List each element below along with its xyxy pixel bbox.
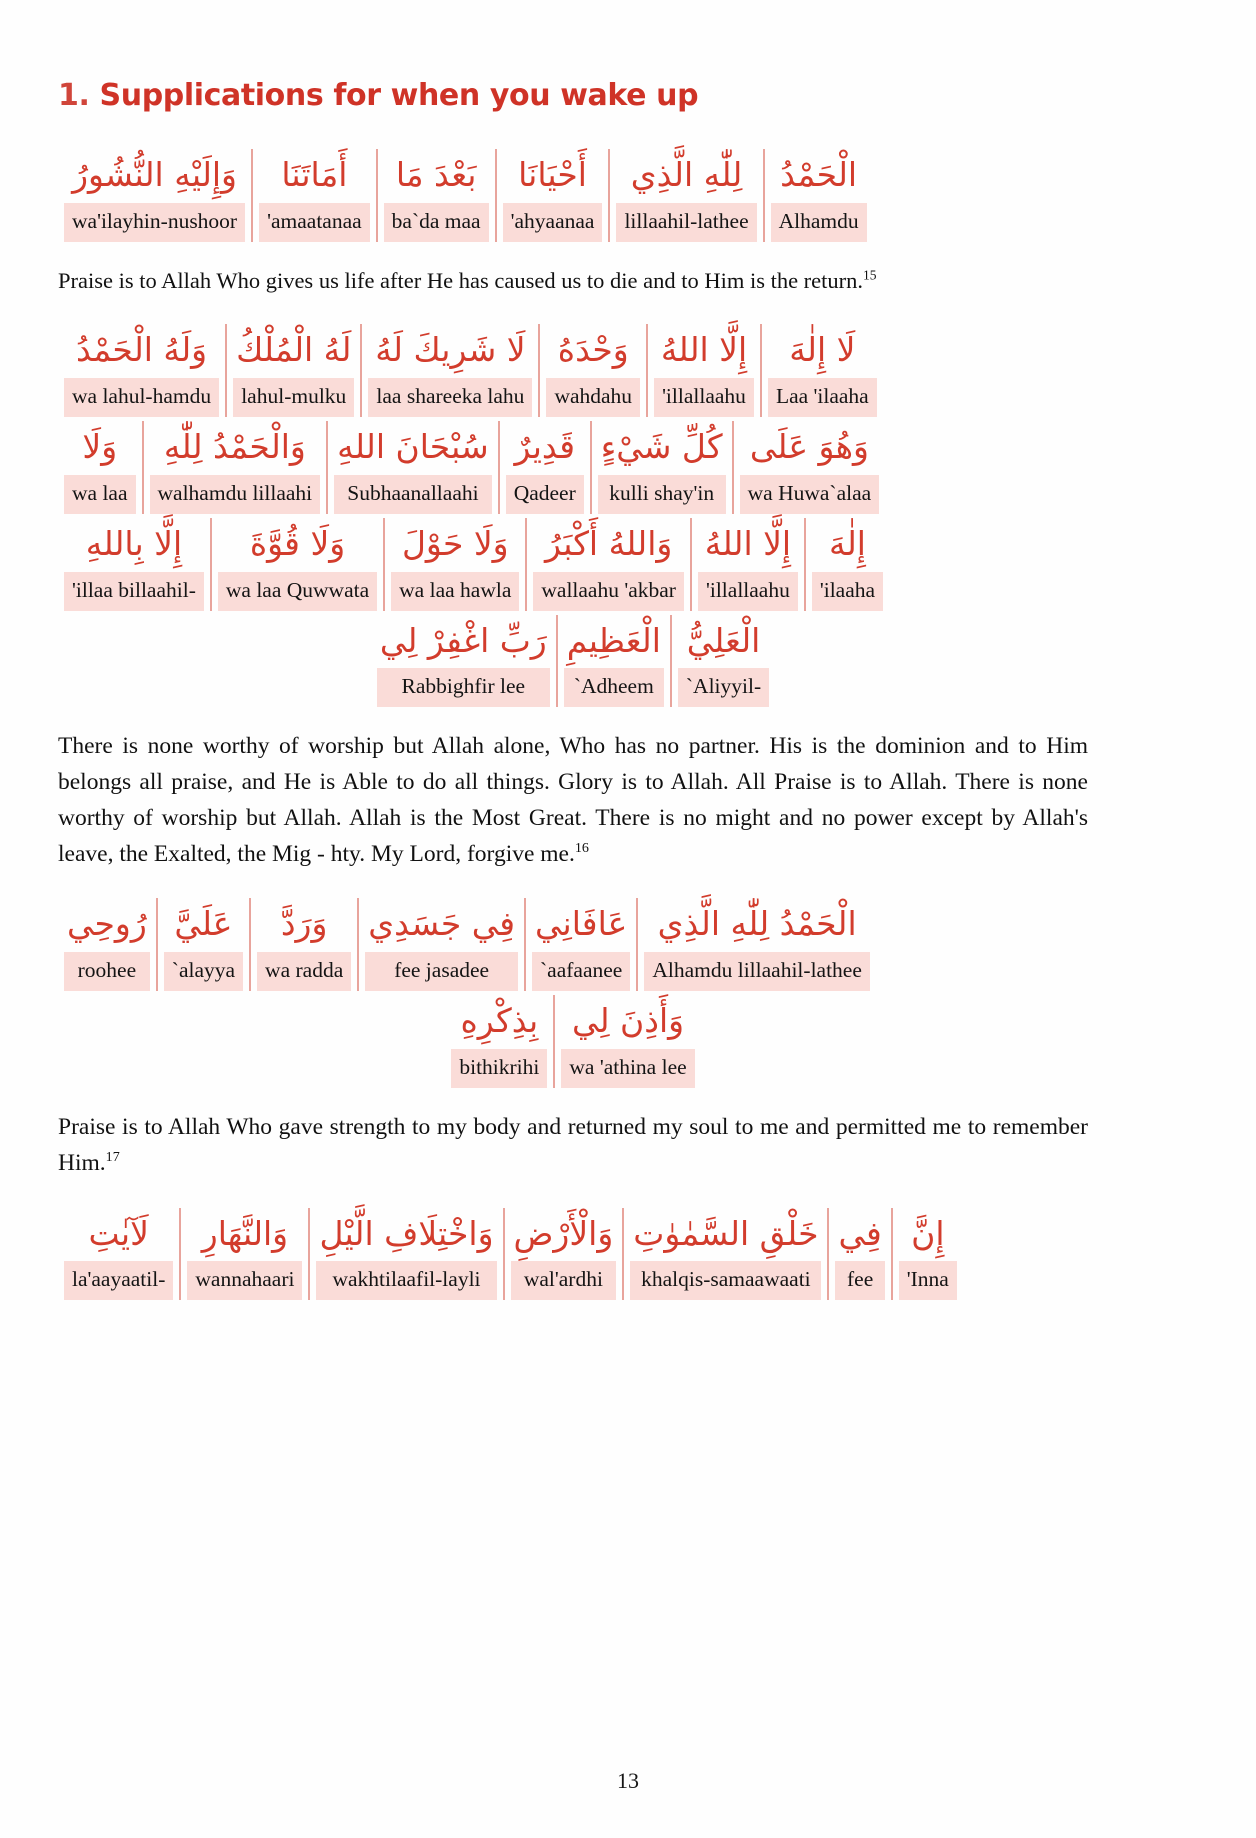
arabic-word: وَاخْتِلَافِ الَّيْلِ [319,1213,494,1253]
transliteration-word: Alhamdu [771,203,867,242]
word-cell [827,1208,890,1301]
transliteration-word: 'amaatanaa [259,203,370,242]
arabic-word: الْحَمْدُ لِلّٰهِ الَّذِي [657,904,857,944]
transliteration-word: fee [835,1261,884,1300]
transliteration-word: wa lahul-hamdu [64,378,219,417]
transliteration-word: wakhtilaafil-layli [316,1261,496,1300]
translation-text: There is none worthy of worship but Allah alone, Who has no partner. His is the dominion and to Him belongs all praise, and He is Able to do all things. Glory is to Allah. All Praise is to Allah. There is none worthy of worship but Allah. Allah is the Most Great. There is no might and no power except by Allah's leave, the Exalted, the Mig - hty. My Lord, forgive me. [58,733,1088,867]
transliteration-word: wa Huwa`alaa [740,475,880,514]
transliteration-word: bithikrihi [451,1049,547,1088]
transliteration-word: 'Inna [899,1261,957,1300]
supplication-block [58,324,1088,872]
word-by-word-row [58,421,1088,514]
word-cell [326,421,498,514]
footnote-marker: 15 [863,267,877,283]
supplication-block [58,898,1088,1181]
translation-paragraph [58,264,1088,298]
word-by-word-row [58,324,1088,417]
transliteration-word: Qadeer [506,475,584,514]
word-by-word-row [58,995,1088,1088]
arabic-word: وَالْأَرْضِ [513,1213,614,1253]
arabic-word: الْعَلِيُّ [686,620,761,660]
transliteration-word: ba`da maa [384,203,489,242]
word-cell [608,149,762,242]
transliteration-word: `Aliyyil- [678,668,769,707]
translation-text: Praise is to Allah Who gives us life after He has caused us to die and to Him is the return. [58,267,864,293]
section-number: 1. [58,78,90,113]
word-cell [249,898,357,991]
arabic-word: وَإِلَيْهِ النُّشُورُ [72,155,237,194]
page-title [58,78,1088,113]
arabic-word: وَرَدَّ [280,904,328,944]
word-cell [58,149,251,242]
word-cell [553,995,700,1088]
arabic-word: وَالنَّهَارِ [201,1213,289,1253]
transliteration-word: lahul-mulku [233,378,354,417]
transliteration-word: `aafaanee [532,952,630,991]
transliteration-word: la'aayaatil- [64,1261,173,1300]
word-cell [622,1208,827,1301]
transliteration-word: Alhamdu lillaahil-lathee [644,952,870,991]
arabic-word: وَهُوَ عَلَى [749,426,869,466]
word-cell [156,898,249,991]
word-cell [308,1208,502,1301]
arabic-word: فِي جَسَدِي [368,904,516,944]
arabic-word: بِذِكْرِهِ [460,1001,539,1041]
arabic-word: أَحْيَانَا [518,155,587,194]
arabic-word: وَحْدَهُ [557,330,629,370]
arabic-word: الْحَمْدُ [780,155,858,194]
arabic-word: وَلَهُ الْحَمْدُ [76,330,208,370]
word-cell [804,518,889,611]
word-cell [357,898,524,991]
arabic-word: إِلٰهَ [829,523,866,563]
page-content [58,78,1088,1314]
transliteration-word: laa shareeka lahu [368,378,532,417]
transliteration-word: wa radda [257,952,351,991]
word-cell [690,518,804,611]
word-cell [58,898,156,991]
arabic-word: لَهُ الْمُلْكُ [236,330,352,370]
arabic-word: الْعَظِيمِ [566,620,661,660]
arabic-word: أَمَاتَنَا [281,155,348,194]
arabic-word: عَافَانِي [535,904,628,944]
word-cell [371,615,556,708]
arabic-word: وَلَا حَوْلَ [401,523,509,563]
word-cell [58,518,210,611]
transliteration-word: kulli shay'in [598,475,726,514]
translation-paragraph [58,1110,1088,1181]
transliteration-word: wa laa Quwwata [218,572,377,611]
word-by-word-row [58,898,1088,991]
arabic-word: بَعْدَ مَا [395,155,477,194]
arabic-word: إِنَّ [911,1213,945,1253]
transliteration-word: wal'ardhi [511,1261,617,1300]
transliteration-word: Laa 'ilaaha [768,378,877,417]
word-cell [524,898,636,991]
arabic-word: عَلَيَّ [174,904,233,944]
arabic-word: رُوحِي [67,904,147,944]
arabic-word: وَلَا [82,426,118,466]
arabic-word: إِلَّا اللهُ [704,523,792,563]
word-cell [142,421,327,514]
arabic-word: قَدِيرٌ [514,426,575,466]
transliteration-word: Rabbighfir lee [377,668,550,707]
transliteration-word: wa laa [64,475,136,514]
word-by-word-row [58,149,1088,242]
page-number: 13 [617,1768,639,1793]
transliteration-word: Subhaanallaahi [334,475,492,514]
word-cell [58,421,142,514]
transliteration-word: roohee [64,952,150,991]
word-cell [525,518,690,611]
arabic-word: وَالْحَمْدُ لِلّٰهِ [163,426,306,466]
word-cell [590,421,732,514]
arabic-word: وَلَا قُوَّةَ [249,523,346,563]
word-by-word-row [58,518,1088,611]
translation-paragraph [58,729,1088,872]
footnote-marker: 17 [105,1148,120,1165]
word-cell [495,149,609,242]
transliteration-word: lillaahil-lathee [616,203,756,242]
transliteration-word: 'ahyaanaa [503,203,603,242]
transliteration-word: 'illallaahu [654,378,754,417]
word-cell [760,324,883,417]
word-cell [732,421,886,514]
arabic-word: لَا إِلٰهَ [789,330,856,370]
transliteration-word: fee jasadee [365,952,518,991]
word-cell [58,324,225,417]
transliteration-word: walhamdu lillaahi [150,475,321,514]
arabic-word: إِلَّا اللهُ [660,330,748,370]
arabic-word: خَلْقِ السَّمٰوٰتِ [633,1213,819,1253]
word-by-word-row [58,615,1088,708]
arabic-word: لِلّٰهِ الَّذِي [630,155,743,194]
transliteration-word: `Adheem [564,668,664,707]
transliteration-word: wahdahu [546,378,640,417]
word-cell [225,324,360,417]
word-cell [58,1208,179,1301]
translation-text: Praise is to Allah Who gave strength to my body and returned my soul to me and permitted me to remember Him. [58,1114,1088,1176]
supplications-list [58,149,1088,1314]
word-cell [763,149,873,242]
section-title: Supplications for when you wake up [99,78,699,113]
arabic-word: وَاللهُ أَكْبَرُ [545,523,673,563]
arabic-word: لَا شَرِيكَ لَهُ [375,330,526,370]
arabic-word: فِي [838,1213,882,1253]
transliteration-word: 'ilaaha [812,572,883,611]
arabic-word: رَبِّ اغْفِرْ لِي [379,620,547,660]
word-cell [360,324,538,417]
word-cell [210,518,383,611]
arabic-word: كُلِّ شَيْءٍ [600,426,723,466]
word-cell [538,324,646,417]
transliteration-word: wa'ilayhin-nushoor [64,203,245,242]
word-by-word-row [58,1208,1088,1301]
word-cell [556,615,670,708]
footnote-marker: 16 [574,839,589,856]
word-cell [376,149,495,242]
arabic-word: سُبْحَانَ اللهِ [337,426,489,466]
word-cell [670,615,775,708]
word-cell [636,898,876,991]
transliteration-word: wallaahu 'akbar [533,572,684,611]
word-cell [498,421,590,514]
word-cell [251,149,376,242]
transliteration-word: wannahaari [187,1261,302,1300]
word-cell [891,1208,963,1301]
word-cell [445,995,553,1088]
transliteration-word: `alayya [164,952,243,991]
transliteration-word: wa laa hawla [391,572,519,611]
word-cell [179,1208,308,1301]
word-cell [646,324,760,417]
transliteration-word: 'illallaahu [698,572,798,611]
supplication-block [58,149,1088,298]
arabic-word: إِلَّا بِاللهِ [85,523,183,563]
transliteration-word: wa 'athina lee [561,1049,694,1088]
spacer [58,1304,1088,1314]
arabic-word: وَأَذِنَ لِي [571,1001,685,1041]
transliteration-word: khalqis-samaawaati [630,1261,821,1300]
transliteration-word: 'illaa billaahil- [64,572,204,611]
arabic-word: لَآيٰتِ [88,1213,149,1253]
word-cell [383,518,525,611]
word-cell [503,1208,623,1301]
supplication-block [58,1208,1088,1315]
